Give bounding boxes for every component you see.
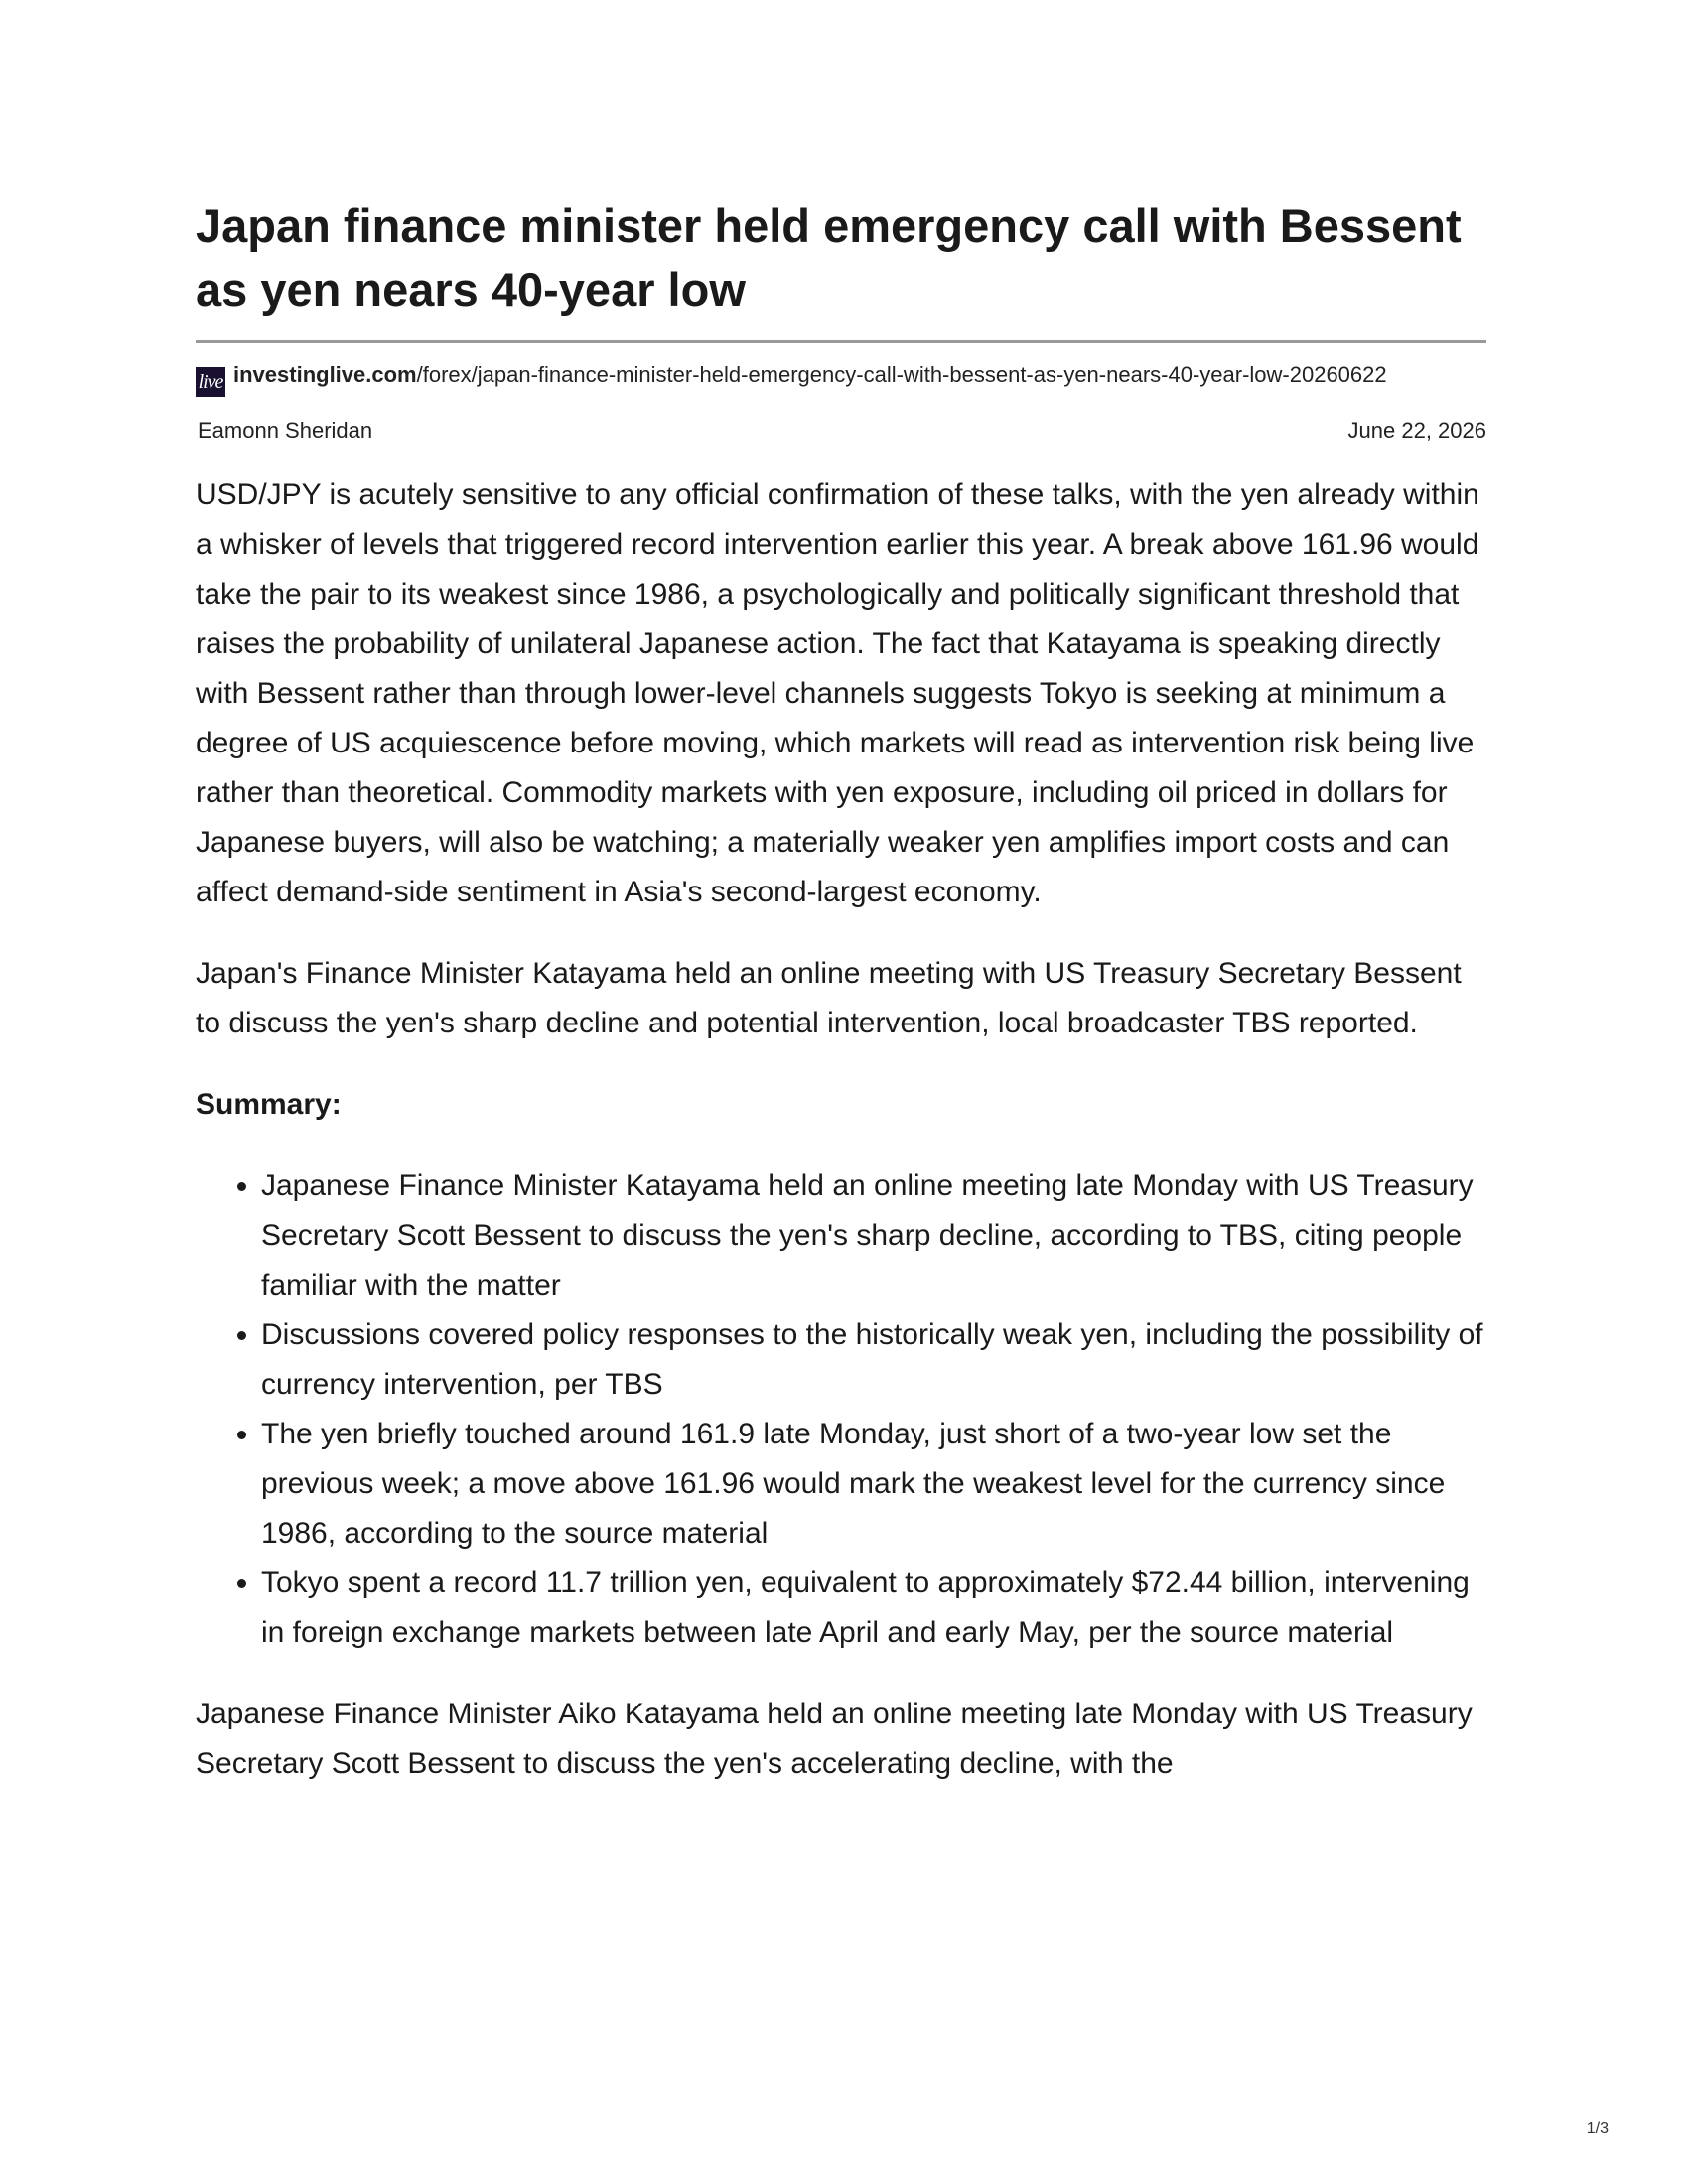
- site-logo-icon: live: [196, 367, 225, 397]
- article-title: Japan finance minister held emergency call with Bessent as yen nears 40-year low: [196, 200, 1462, 316]
- summary-list: [196, 1161, 1486, 1658]
- article-meta: [196, 415, 1486, 447]
- list-item: • Japanese Finance Minister Katayama held an online meeting late Monday with US Treasury Secretary Scott Bessent to discuss the yen's sharp decline, according to TBS, citing people familiar with the matter: [261, 1161, 1486, 1310]
- body-paragraph: USD/JPY is acutely sensitive to any official confirmation of these talks, with the yen already within a whisker of levels that triggered record intervention earlier this year. A break above 161.96 would take the pair to its weakest since 1986, a psychologically and politically significant threshold that raises the probability of unilateral Japanese action. The fact that Katayama is speaking directly with Bessent rather than through lower-level channels suggests Tokyo is seeking at minimum a degree of US acquiescence before moving, which markets will read as intervention risk being live rather than theoretical. Commodity markets with yen exposure, including oil priced in dollars for Japanese buyers, will also be watching; a materially weaker yen amplifies import costs and can affect demand-side sentiment in Asia's second-largest economy.: [196, 478, 1479, 908]
- list-item: • Discussions covered policy responses to the historically weak yen, including the possibility of currency intervention, per TBS: [261, 1310, 1486, 1410]
- article-page: [196, 195, 1486, 1821]
- body-paragraph: Japanese Finance Minister Aiko Katayama held an online meeting late Monday with US Treasury Secretary Scott Bessent to discuss the yen's accelerating decline, with the: [196, 1698, 1473, 1780]
- summary-heading: Summary:: [196, 1088, 342, 1121]
- list-item: • The yen briefly touched around 161.9 late Monday, just short of a two-year low set the previous week; a move above 161.96 would mark the weakest level for the currency since 1986, according to the source material: [261, 1410, 1486, 1559]
- source-domain[interactable]: investinglive.com: [233, 362, 417, 387]
- author-name: Eamonn Sheridan: [198, 418, 373, 443]
- title-divider: [196, 340, 1486, 343]
- source-path[interactable]: /forex/japan-finance-minister-held-emergency-call-with-bessent-as-yen-nears-40-year-low-20260622: [416, 362, 1387, 387]
- page-number: 1/3: [1586, 2120, 1609, 2137]
- article-body: [196, 471, 1486, 1789]
- list-item: • Tokyo spent a record 11.7 trillion yen, equivalent to approximately $72.44 billion, intervening in foreign exchange markets between late April and early May, per the source material: [261, 1559, 1486, 1658]
- source-url[interactable]: [196, 359, 1486, 397]
- body-paragraph: Japan's Finance Minister Katayama held an online meeting with US Treasury Secretary Bessent to discuss the yen's sharp decline and potential intervention, local broadcaster TBS reported.: [196, 957, 1462, 1039]
- publish-date: June 22, 2026: [1347, 418, 1486, 443]
